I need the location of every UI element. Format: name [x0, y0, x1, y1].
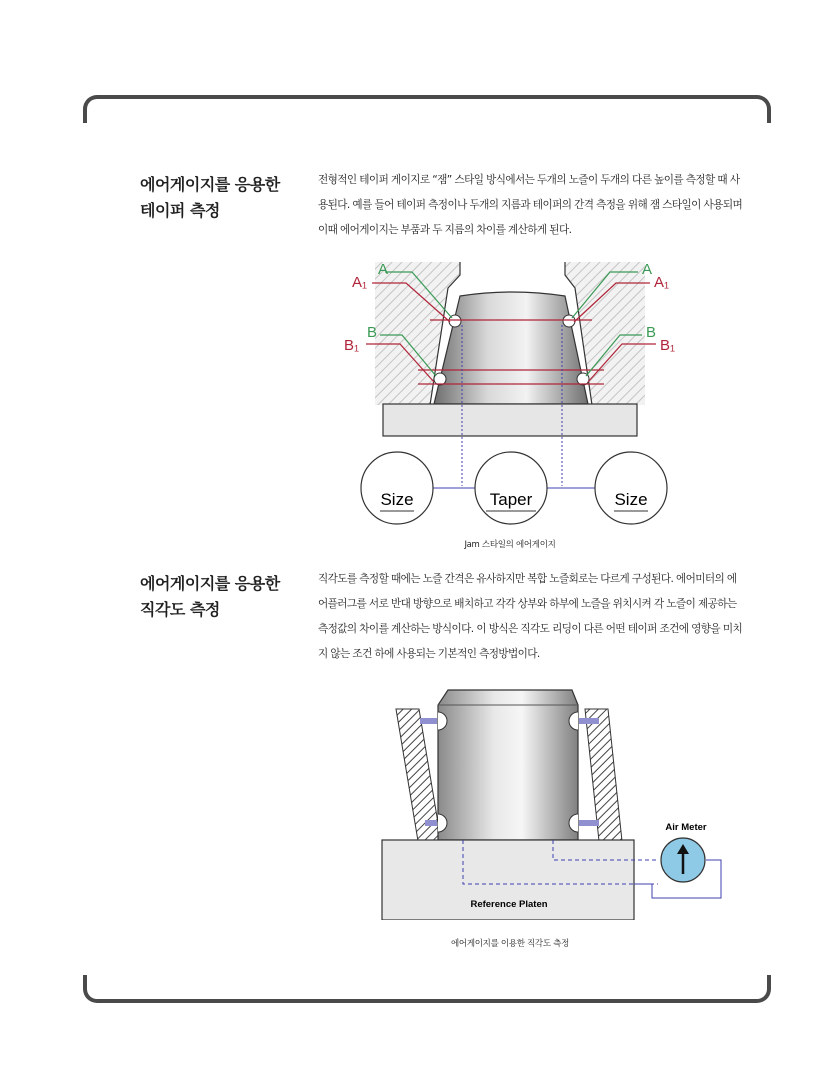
- platen-label: Reference Platen: [470, 899, 548, 910]
- size-circle-left: [361, 452, 433, 524]
- squareness-gauge-figure: [370, 685, 740, 920]
- section2-caption: 에어게이지를 이용한 직각도 측정: [451, 939, 569, 949]
- section2-heading: 에어게이지를 응용한 직각도 측정: [140, 574, 280, 619]
- page-frame-top: [83, 95, 771, 123]
- size-left-label: Size: [380, 490, 414, 509]
- label-b-left: B: [367, 324, 378, 341]
- page-frame-bottom: [83, 975, 771, 1003]
- label-a1-left: A₁: [352, 274, 368, 291]
- label-b-right: B: [646, 324, 657, 341]
- taper-part: [434, 292, 588, 404]
- nozzle-b-left: [434, 373, 446, 385]
- label-a-right: A: [642, 261, 653, 278]
- section1-caption: Jam 스타일의 에어게이지: [464, 540, 556, 550]
- size-circle-right: [595, 452, 667, 524]
- taper-circle: [475, 452, 547, 524]
- section2-paragraph: 직각도를 측정할 때에는 노즐 간격은 유사하지만 복합 노즐회로는 다르게 구성된다. 에어미터의 에어플러그를 서로 반대 방향으로 배치하고 각각 상부와 하부에 노즐을 위치시켜 각 노즐이 제공하는 측정값의 차이를 계산하는 방식이다. 이 방식은 직각도 리딩이 다른 어떤 테이퍼 조건에 영향을 미치지 않는 조건 하에 사용되는 기본적인 측정방법이다.: [318, 573, 743, 660]
- label-b1-left: B₁: [344, 337, 360, 354]
- base-block: [383, 404, 637, 436]
- section1-paragraph: 전형적인 테이퍼 게이지로 “잼” 스타일 방식에서는 두개의 노즐이 두개의 다른 높이를 측정할 때 사용된다. 예를 들어 테이퍼 측정이나 두개의 지름과 테이퍼의 간격 측정을 위해 잼 스타일이 사용되며 이때 에어게이지는 부품과 두 지름의 차이를 계산하게 된다.: [318, 174, 743, 236]
- label-a1-right: A₁: [654, 274, 670, 291]
- label-a-left: A: [378, 261, 389, 278]
- section1-heading: 에어게이지를 응용한 테이퍼 측정: [140, 175, 280, 220]
- size-right-label: Size: [614, 490, 648, 509]
- taper-label: Taper: [489, 490, 533, 509]
- cylinder-part: [438, 690, 578, 840]
- taper-gauge-figure: [330, 250, 700, 530]
- label-b1-right: B₁: [660, 337, 676, 354]
- air-meter-label: Air Meter: [665, 822, 707, 833]
